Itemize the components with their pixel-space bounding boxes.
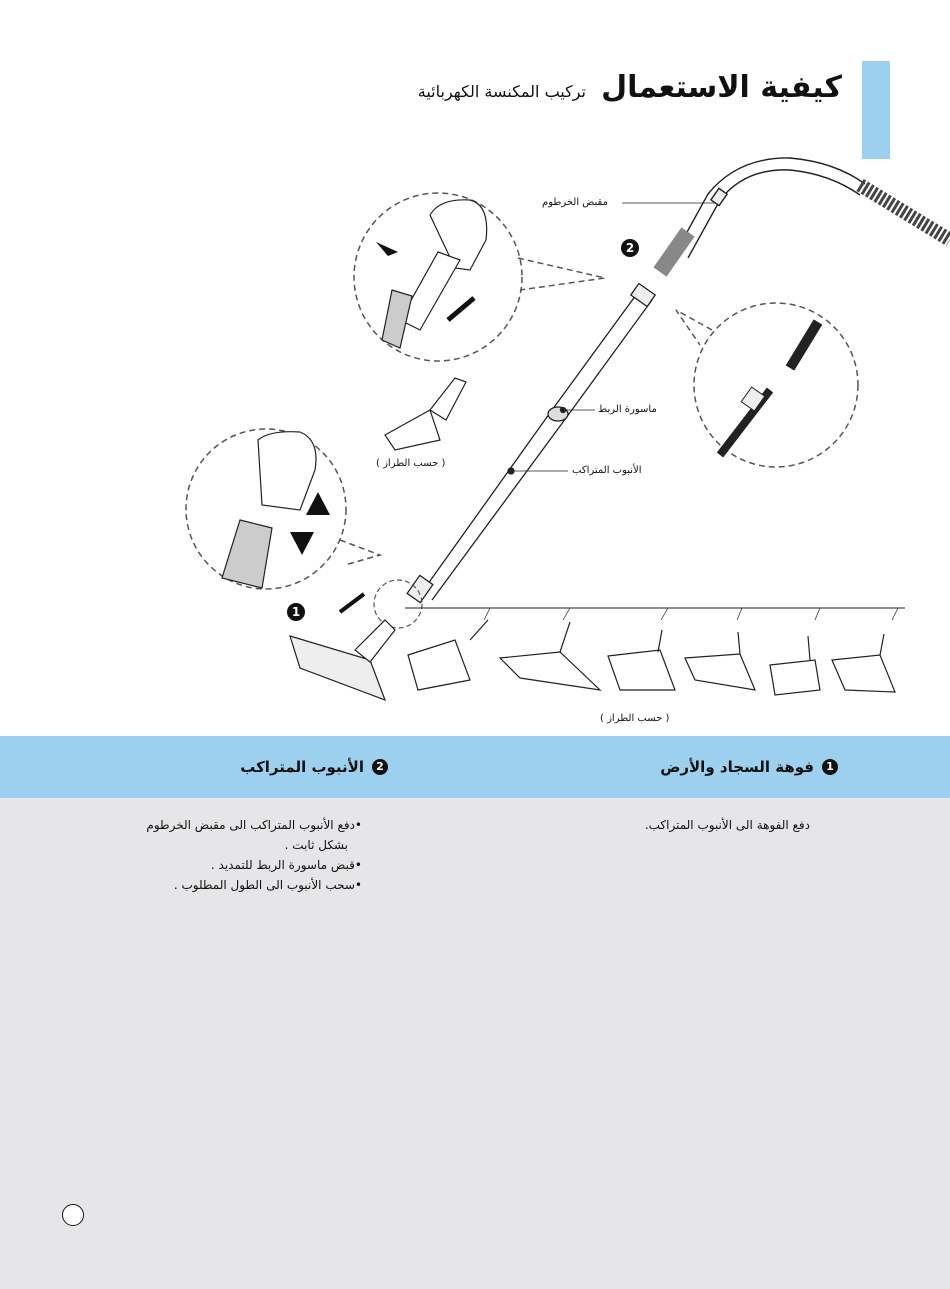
title-main: كيفية الاستعمال (601, 70, 842, 105)
section-number-1: 1 (822, 759, 838, 775)
bullet-line: بشكل ثابت . (284, 838, 348, 852)
accessory-nozzle-icon (385, 378, 466, 450)
section-number-2: 2 (372, 759, 388, 775)
detail-bubble-handle (354, 193, 605, 361)
vacuum-hose-icon (660, 158, 950, 272)
label-hose-handle: مقبض الخرطوم (542, 197, 608, 208)
svg-text:2: 2 (625, 241, 635, 255)
label-telescopic-pipe: الأنبوب المتراكب (572, 465, 642, 476)
section-text-2 (146, 815, 362, 895)
bullet-line: •دفع الأنبوب المتراكب الى مقبض الخرطوم (146, 818, 362, 832)
bullet-line: •سحب الأنبوب الى الطول المطلوب . (173, 878, 362, 892)
page-number-circle (62, 1204, 84, 1226)
floor-nozzle-icon (290, 620, 895, 700)
title-sub: تركيب المكنسة الكهربائية (417, 82, 587, 101)
section-heading-2 (240, 758, 388, 776)
label-coupling-ring: ماسورة الربط (598, 404, 657, 415)
label-model-note-small: ( حسب الطراز ) (376, 458, 446, 469)
step-marker-2 (621, 239, 639, 257)
svg-text:1: 1 (291, 605, 301, 619)
bullet-line: •قبض ماسورة الربط للتمديد . (210, 858, 362, 872)
section-heading-1 (660, 758, 838, 776)
step-marker-1 (287, 603, 305, 621)
section-title-2: الأنبوب المتراكب (240, 758, 364, 776)
section-title-1: فوهة السجاد والأرض (660, 758, 814, 776)
detail-bubble-coupling (676, 303, 858, 467)
detail-bubble-nozzle (186, 429, 380, 589)
instructions-body (0, 798, 950, 1289)
section-text-1 (645, 815, 810, 835)
instruction-line: دفع الفوهة الى الأنبوب المتراكب. (644, 818, 810, 832)
label-model-note-bottom: ( حسب الطراز ) (600, 713, 670, 724)
